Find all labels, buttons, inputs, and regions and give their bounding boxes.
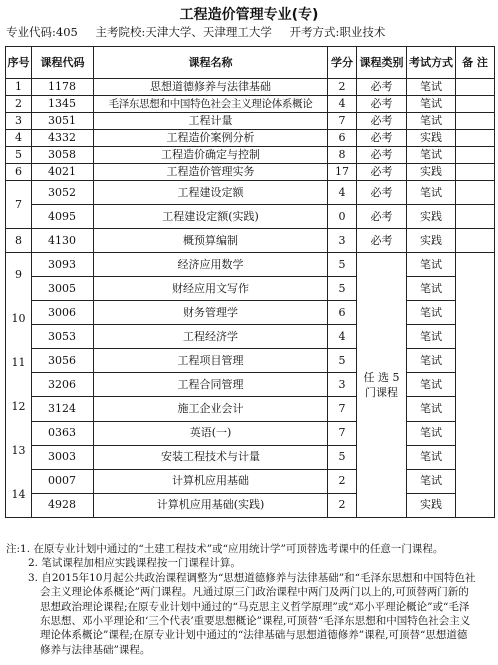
header-seq: 序号	[6, 47, 32, 79]
elective-note-line2: 门课程	[365, 386, 398, 399]
row-name: 工程项目管理	[94, 349, 328, 373]
row-code: 3053	[32, 325, 94, 349]
elective-seq: 9	[15, 268, 22, 281]
row-name: 毛泽东思想和中国特色社会主义理论体系概论	[94, 96, 328, 113]
row-exam: 笔试	[407, 445, 456, 469]
row-code: 4928	[32, 493, 94, 517]
row-exam: 笔试	[407, 113, 456, 130]
note-line: 思想政治理论课程;在原专业计划中通过的“马克思主义哲学原理”或“邓小平理论概论”或“毛泽	[40, 600, 470, 613]
table-row	[6, 469, 495, 493]
elective-seq: 12	[11, 400, 26, 413]
row-exam: 实践	[407, 164, 456, 181]
row-seq: 2	[6, 96, 32, 113]
row-code: 4095	[32, 205, 94, 229]
row-code: 3124	[32, 397, 94, 421]
note-line: 2. 笔试课程加相应实践课程按一门课程计算。	[28, 557, 241, 570]
row-name: 经济应用数学	[94, 253, 328, 277]
row-remark	[456, 253, 495, 518]
row-category: 必考	[357, 130, 407, 147]
row-exam: 笔试	[407, 96, 456, 113]
row-seq: 1	[6, 79, 32, 96]
row-seq: 6	[6, 164, 32, 181]
program-code: 专业代码:405	[6, 25, 78, 39]
row-code: 3206	[32, 373, 94, 397]
table-row	[6, 301, 495, 325]
row-name: 工程建设定额(实践)	[94, 205, 328, 229]
note-line: 注:1. 在原专业计划中通过的“土建工程技术”或“应用统计学”可顶替选考课中的任意一门课程。	[6, 543, 444, 555]
row-exam: 笔试	[407, 277, 456, 301]
note-line: 东思想、邓小平理论和‘三个代表’重要思想概论”课程,可顶替“毛泽东思想和中国特色社会主义	[40, 615, 471, 628]
program-meta	[6, 24, 494, 40]
row-code: 4130	[32, 229, 94, 253]
table-row	[6, 130, 495, 147]
row-credit: 8	[328, 147, 357, 164]
row-credit: 5	[328, 277, 357, 301]
row-name: 工程计量	[94, 113, 328, 130]
row-category: 必考	[357, 96, 407, 113]
row-credit: 5	[328, 445, 357, 469]
table-row	[6, 277, 495, 301]
elective-seq: 11	[11, 356, 26, 369]
row-exam: 笔试	[407, 421, 456, 445]
row-credit: 0	[328, 205, 357, 229]
table-row	[6, 253, 495, 277]
table-row	[6, 493, 495, 517]
row-credit: 7	[328, 397, 357, 421]
row-code: 3058	[32, 147, 94, 164]
row-name: 工程合同管理	[94, 373, 328, 397]
row-code: 3052	[32, 181, 94, 205]
table-row	[6, 373, 495, 397]
elective-note-line1: 任 选 5	[363, 371, 400, 384]
row-exam: 笔试	[407, 373, 456, 397]
note-line: 修养与法律基础”课程。	[40, 643, 151, 656]
row-code: 0363	[32, 421, 94, 445]
header-code: 课程代码	[32, 47, 94, 79]
elective-note	[357, 253, 407, 518]
page-title: 工程造价管理专业(专)	[179, 7, 319, 23]
note-line: 会主义理论体系概论”两门课程。凡通过原三门政治课程中两门及两门以上的,可顶替两门新的	[40, 586, 469, 599]
row-exam: 实践	[407, 205, 456, 229]
row-exam: 笔试	[407, 301, 456, 325]
elective-seq: 10	[11, 312, 26, 325]
row-name: 英语(一)	[94, 421, 328, 445]
row-remark	[456, 130, 495, 147]
row-name: 计算机应用基础(实践)	[94, 493, 328, 517]
row-credit: 5	[328, 349, 357, 373]
row-credit: 6	[328, 301, 357, 325]
row-code: 1345	[32, 96, 94, 113]
table-header-row	[6, 47, 495, 79]
exam-mode: 开考方式:职业技术	[289, 25, 386, 39]
elective-seq: 14	[11, 488, 26, 501]
row-name: 工程建设定额	[94, 181, 328, 205]
row-code: 4332	[32, 130, 94, 147]
row-exam: 笔试	[407, 147, 456, 164]
row-exam: 实践	[407, 130, 456, 147]
row-name: 安装工程技术与计量	[94, 445, 328, 469]
row-category: 必考	[357, 147, 407, 164]
table-row	[6, 205, 495, 229]
row-credit: 7	[328, 113, 357, 130]
row-credit: 3	[328, 373, 357, 397]
row-exam: 笔试	[407, 469, 456, 493]
row-exam: 笔试	[407, 181, 456, 205]
table-row	[6, 349, 495, 373]
row-name: 概预算编制	[94, 229, 328, 253]
row-credit: 4	[328, 181, 357, 205]
row-name: 财务管理学	[94, 301, 328, 325]
row-seq: 4	[6, 130, 32, 147]
row-category: 必考	[357, 181, 407, 205]
row-name: 财经应用文写作	[94, 277, 328, 301]
row-category: 必考	[357, 229, 407, 253]
row-code: 3006	[32, 301, 94, 325]
row-remark	[456, 164, 495, 181]
row-credit: 2	[328, 79, 357, 96]
row-code: 3003	[32, 445, 94, 469]
header-remark: 备 注	[456, 47, 495, 79]
table-row	[6, 397, 495, 421]
row-credit: 17	[328, 164, 357, 181]
row-remark	[456, 113, 495, 130]
row-credit: 2	[328, 493, 357, 517]
row-remark	[456, 181, 495, 205]
row-seq: 7	[6, 181, 32, 229]
row-code: 1178	[32, 79, 94, 96]
row-credit: 7	[328, 421, 357, 445]
row-credit: 6	[328, 130, 357, 147]
table-row	[6, 421, 495, 445]
row-seq: 3	[6, 113, 32, 130]
elective-seq: 13	[11, 444, 26, 457]
header-name: 课程名称	[94, 47, 328, 79]
row-credit: 2	[328, 469, 357, 493]
row-category: 必考	[357, 113, 407, 130]
table-row	[6, 147, 495, 164]
row-code: 3056	[32, 349, 94, 373]
row-exam: 笔试	[407, 349, 456, 373]
row-credit: 5	[328, 253, 357, 277]
row-name: 思想道德修养与法律基础	[94, 79, 328, 96]
row-exam: 笔试	[407, 79, 456, 96]
row-name: 计算机应用基础	[94, 469, 328, 493]
row-category: 必考	[357, 164, 407, 181]
row-category: 必考	[357, 79, 407, 96]
row-code: 3051	[32, 113, 94, 130]
row-name: 工程经济学	[94, 325, 328, 349]
row-remark	[456, 205, 495, 229]
row-code: 3093	[32, 253, 94, 277]
row-credit: 4	[328, 325, 357, 349]
row-exam: 笔试	[407, 253, 456, 277]
table-row	[6, 164, 495, 181]
table-row	[6, 79, 495, 96]
header-credit: 学分	[328, 47, 357, 79]
row-category: 必考	[357, 205, 407, 229]
note-line: 理论体系概论”课程;在原专业计划中通过的“法律基础与思想道德修养”课程,可顶替“思想道德	[40, 629, 468, 642]
row-code: 4021	[32, 164, 94, 181]
row-remark	[456, 79, 495, 96]
row-remark	[456, 229, 495, 253]
header-category: 课程类别	[357, 47, 407, 79]
row-seq: 5	[6, 147, 32, 164]
table-row	[6, 113, 495, 130]
row-seq: 8	[6, 229, 32, 253]
row-credit: 4	[328, 96, 357, 113]
exam-schools: 主考院校:天津大学、天津理工大学	[95, 25, 272, 39]
notes-section	[6, 542, 494, 657]
row-code: 3005	[32, 277, 94, 301]
elective-seq-cell	[6, 253, 32, 518]
row-name: 工程造价管理实务	[94, 164, 328, 181]
row-code: 0007	[32, 469, 94, 493]
table-row	[6, 229, 495, 253]
row-exam: 实践	[407, 493, 456, 517]
course-table	[5, 46, 495, 518]
row-remark	[456, 147, 495, 164]
table-row	[6, 325, 495, 349]
row-exam: 笔试	[407, 325, 456, 349]
row-name: 施工企业会计	[94, 397, 328, 421]
table-row	[6, 96, 495, 113]
row-remark	[456, 96, 495, 113]
row-name: 工程造价案例分析	[94, 130, 328, 147]
header-exam: 考试方式	[407, 47, 456, 79]
row-exam: 实践	[407, 229, 456, 253]
row-exam: 笔试	[407, 397, 456, 421]
note-line: 3. 自2015年10月起公共政治课程调整为“思想道德修养与法律基础”和“毛泽东思想和中国特色社	[28, 571, 476, 584]
row-name: 工程造价确定与控制	[94, 147, 328, 164]
row-credit: 3	[328, 229, 357, 253]
table-row	[6, 445, 495, 469]
table-row	[6, 181, 495, 205]
